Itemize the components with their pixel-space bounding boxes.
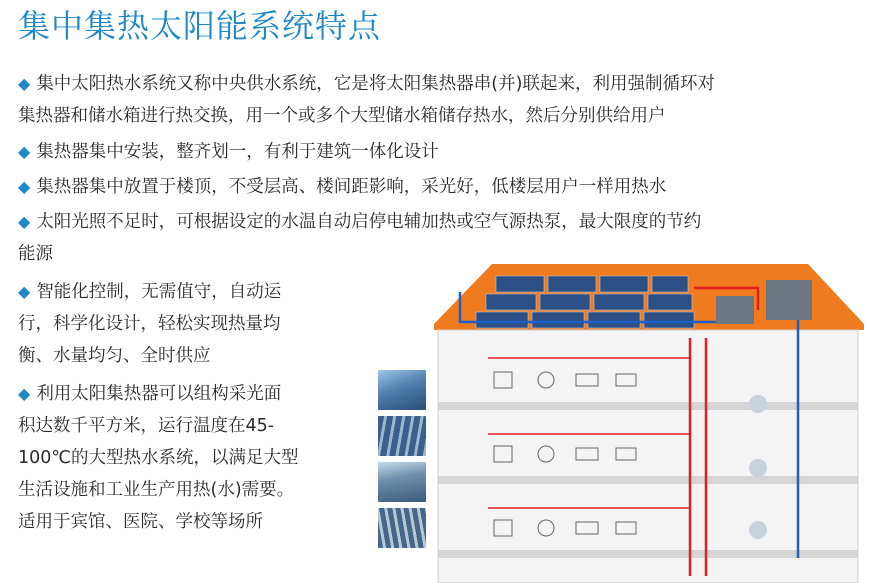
solar-array-photo bbox=[378, 508, 426, 548]
storage-tank bbox=[716, 296, 754, 324]
diamond-bullet-icon: ◆ bbox=[18, 74, 31, 93]
building-body bbox=[438, 330, 858, 583]
point-5 bbox=[18, 276, 281, 372]
point-1-line-2: 集热器和储水箱进行热交换，用一个或多个大型储水箱储存热水，然后分别供给用户 bbox=[18, 106, 666, 126]
floor-slab bbox=[438, 476, 858, 484]
point-3 bbox=[18, 171, 666, 203]
floor-marker bbox=[749, 521, 767, 539]
floor-marker bbox=[749, 459, 767, 477]
solar-array-photo bbox=[378, 370, 426, 410]
point-4-line-1: 太阳光照不足时，可根据设定的水温自动启停电辅加热或空气源热泵，最大限度的节约 bbox=[36, 212, 702, 232]
central-hot-water-system-diagram bbox=[428, 258, 864, 583]
point-4-line-2: 能源 bbox=[18, 244, 53, 264]
diamond-bullet-icon: ◆ bbox=[18, 177, 31, 196]
point-6-line-3: 100℃的大型热水系统，以满足大型 bbox=[18, 448, 299, 468]
point-6-line-5: 适用于宾馆、医院、学校等场所 bbox=[18, 512, 263, 532]
point-2-line-1: 集热器集中安装，整齐划一，有利于建筑一体化设计 bbox=[36, 142, 439, 162]
diamond-bullet-icon: ◆ bbox=[18, 282, 31, 301]
point-6-line-1: 利用太阳集热器可以组构采光面 bbox=[36, 384, 282, 404]
floor-marker bbox=[749, 395, 767, 413]
circulation-tank bbox=[766, 280, 812, 320]
floor-slab bbox=[438, 550, 858, 558]
installation-photos bbox=[378, 370, 426, 554]
floor-slab bbox=[438, 402, 858, 410]
point-1-line-1: 集中太阳热水系统又称中央供水系统，它是将太阳集热器串(并)联起来，利用强制循环对 bbox=[36, 74, 715, 94]
diamond-bullet-icon: ◆ bbox=[18, 212, 31, 231]
point-5-line-1: 智能化控制，无需值守，自动运 bbox=[36, 282, 282, 302]
page-title: 集中集热太阳能系统特点 bbox=[18, 7, 382, 45]
point-3-line-1: 集热器集中放置于楼顶，不受层高、楼间距影响，采光好，低楼层用户一样用热水 bbox=[36, 177, 667, 197]
point-6-line-4: 生活设施和工业生产用热(水)需要。 bbox=[18, 480, 295, 500]
diamond-bullet-icon: ◆ bbox=[18, 142, 31, 161]
point-1 bbox=[18, 68, 715, 132]
point-5-line-3: 衡、水量均匀、全时供应 bbox=[18, 346, 211, 366]
point-6-line-2: 积达数千平方米，运行温度在45- bbox=[18, 416, 275, 436]
point-2 bbox=[18, 136, 439, 168]
solar-array-photo bbox=[378, 462, 426, 502]
point-5-line-2: 行，科学化设计，轻松实现热量均 bbox=[18, 314, 281, 334]
diamond-bullet-icon: ◆ bbox=[18, 384, 31, 403]
solar-array-photo bbox=[378, 416, 426, 456]
point-6 bbox=[18, 378, 299, 538]
